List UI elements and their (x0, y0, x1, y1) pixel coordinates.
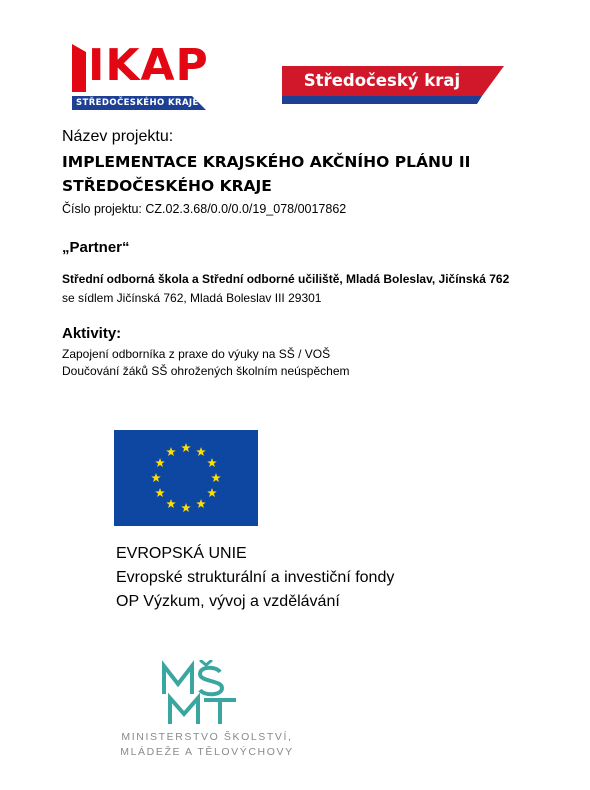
eu-name: EVROPSKÁ UNIE (116, 545, 247, 562)
kraj-banner-label: Středočeský kraj (303, 71, 461, 90)
partner-heading: „Partner“ (62, 239, 130, 256)
ikap-logo-mark: IKAP (88, 40, 209, 91)
eu-funds: Evropské strukturální a investiční fondy (116, 569, 395, 586)
msmt-logo (160, 660, 240, 726)
stredocesky-kraj-logo (282, 66, 504, 104)
msmt-name-line-1: MINISTERSTVO ŠKOLSTVÍ, (121, 731, 293, 743)
ikap-logo-subtitle: STŘEDOČESKÉHO KRAJE (76, 98, 199, 108)
activity-item: Zapojení odborníka z praxe do výuky na SŠ / VOŠ (62, 347, 331, 361)
ikap-logo (72, 40, 209, 112)
ikap-logo-red-flag (72, 44, 86, 92)
eu-flag (114, 430, 258, 526)
partner-name: Střední odborná škola a Střední odborné učiliště, Mladá Boleslav, Jičínská 762 (62, 272, 510, 286)
msmt-logo-mark (160, 660, 240, 726)
msmt-name-line-2: MLÁDEŽE A TĚLOVÝCHOVY (120, 746, 294, 758)
project-title-line-1: IMPLEMENTACE KRAJSKÉHO AKČNÍHO PLÁNU II (62, 153, 471, 171)
partner-address: se sídlem Jičínská 762, Mladá Boleslav III 29301 (62, 291, 322, 305)
project-title-line-2: STŘEDOČESKÉHO KRAJE (62, 177, 272, 195)
activity-item: Doučování žáků SŠ ohrožených školním neúspěchem (62, 364, 350, 378)
project-number: Číslo projektu: CZ.02.3.68/0.0/0.0/19_078/0017862 (62, 202, 347, 216)
project-label: Název projektu: (62, 128, 174, 145)
activities-heading: Aktivity: (62, 325, 122, 342)
eu-flag-graphic (114, 430, 258, 526)
eu-operational-programme: OP Výzkum, vývoj a vzdělávání (116, 593, 340, 610)
